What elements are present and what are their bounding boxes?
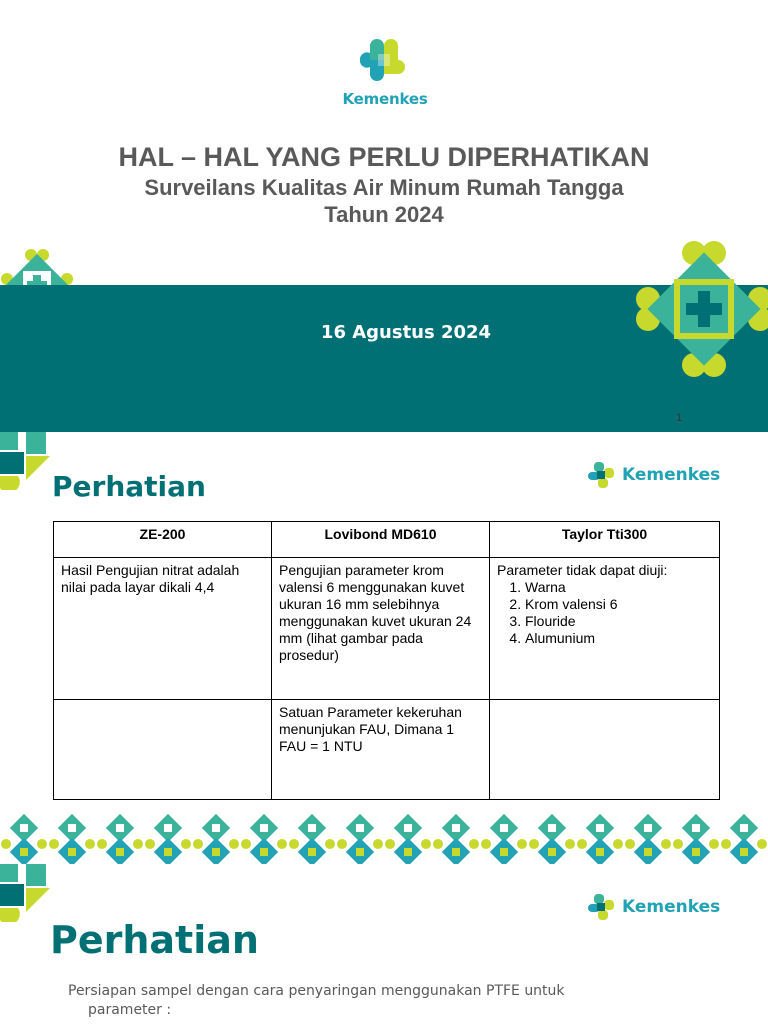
slide-heading: Perhatian [50,918,259,962]
table-cell [490,700,720,800]
kemenkes-logo-text: Kemenkes [622,465,721,485]
list-intro: Parameter tidak dapat diuji: [497,562,668,578]
pattern-border-icon [0,814,768,864]
table-row [54,558,720,700]
corner-ornament-icon [0,864,56,922]
title-block [0,140,768,228]
table-cell [54,700,272,800]
kemenkes-emblem-icon [360,36,410,86]
page-title: HAL – HAL YANG PERLU DIPERHATIKAN [118,142,650,172]
kemenkes-logo [330,36,440,114]
column-header-taylor: Taylor Tti300 [490,522,720,558]
list-item: 3. Flouride [525,613,712,630]
notes-slide [0,432,768,864]
ornament-right-icon [632,238,768,380]
page-subtitle-year: Tahun 2024 [324,202,444,227]
table-cell: Pengujian parameter krom valensi 6 menggunakan kuvet ukuran 16 mm selebihnya menggunakan kuvet ukuran 24 mm (lihat gambar pada prosedur) [272,558,490,700]
presentation-date: 16 Agustus 2024 [320,322,492,343]
corner-ornament-icon [0,432,56,490]
body-line: Persiapan sampel dengan cara penyaringan menggunakan PTFE untuk [68,983,565,999]
kemenkes-logo-text: Kemenkes [342,90,428,108]
list-item: 4. Alumunium [525,630,712,647]
notes-slide-2 [0,864,768,1024]
table-header-row [54,522,720,558]
body-text [68,982,650,1020]
list-item: 2. Krom valensi 6 [525,596,712,613]
title-slide [0,0,768,432]
list-item: 1. Warna [525,579,712,596]
kemenkes-logo [586,458,726,492]
table-cell: Satuan Parameter kekeruhan menunjukan FAU, Dimana 1 FAU = 1 NTU [272,700,490,800]
slide-heading: Perhatian [52,470,206,503]
kemenkes-emblem-icon [586,892,618,924]
kemenkes-logo [586,890,726,924]
column-header-ze200: ZE-200 [54,522,272,558]
parameter-list [497,579,712,647]
kemenkes-logo-text: Kemenkes [622,897,721,917]
page-subtitle: Surveilans Kualitas Air Minum Rumah Tangga [144,175,624,200]
table-row [54,700,720,800]
kemenkes-emblem-icon [586,460,618,492]
body-line: parameter : [88,1002,172,1018]
notes-table [53,521,720,800]
table-cell [490,558,720,700]
table-cell: Hasil Pengujian nitrat adalah nilai pada layar dikali 4,4 [54,558,272,700]
column-header-lovibond: Lovibond MD610 [272,522,490,558]
page-number: 1 [676,412,683,424]
